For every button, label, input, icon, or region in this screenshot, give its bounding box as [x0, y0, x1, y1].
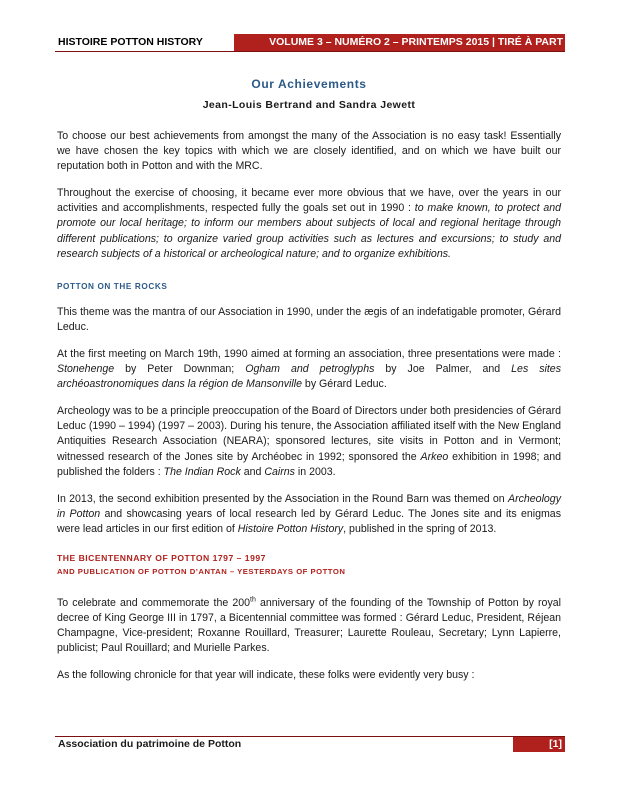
section-heading: POTTON ON THE ROCKS: [57, 281, 168, 291]
paragraph: As the following chronicle for that year will indicate, these folks were evidently very busy :: [57, 669, 475, 682]
paragraph: At the first meeting on March 19th, 1990 aimed at forming an association, three presentations were made : Stonehenge by Peter Downman; Ogham and petroglyphs by Joe Palmer, and Les sites archéoastronomiques dans la région de Mansonville by Gérard Leduc.: [57, 347, 562, 391]
paragraph: To choose our best achievements from amongst the many of the Association is no easy task! Essentially we have chosen the key topics with which we are closely identified, and on which we have built our reputation both in Potton and with the MRC.: [57, 130, 561, 173]
paragraph: To celebrate and commemorate the 200th anniversary of the founding of the Township of Potton by royal decree of King George III in 1797, a Bicentennial committee was formed : Gérard Leduc, President, Réjean Champagne, Vice-president; Roxanne Rouillard, Treasurer; Laurette Rouleau, Secretary; Lynn Lapierre, publicist; Paul Rouillard; and Murielle Parkes.: [57, 596, 561, 655]
page-number: [1]: [513, 737, 565, 752]
running-footer: [55, 736, 565, 752]
section-heading-line: THE BICENTENNARY OF POTTON 1797 – 1997: [57, 552, 266, 563]
section-heading: [57, 551, 561, 579]
section-subheading-line: AND PUBLICATION OF POTTON D’ANTAN – YESTERDAYS OF POTTON: [57, 566, 346, 576]
publisher-name: Association du patrimoine de Potton: [58, 738, 242, 750]
article-body: [57, 76, 561, 695]
article-authors: Jean-Louis Bertrand and Sandra Jewett: [202, 99, 416, 111]
paragraph: Archeology was to be a principle preoccupation of the Board of Directors under both presidencies of Gérard Leduc (1990 – 1994) (1997 – 2003). During his tenure, the Association affiliated itself with the New England Antiquities Research Association (NEARA); sponsored lectures, site visits in Potton and in Vermont; witnessed research of the Jones site by Archéobec in 1992; sponsored the Arkeo exhibition in 1998; and published the folders : The Indian Rock and Cairns in 2003.: [57, 405, 561, 478]
paragraph: Throughout the exercise of choosing, it became ever more obvious that we have, over the years in our activities and accomplishments, respected fully the goals set out in 1990 : to make known, to protect and promote our local heritage; to inform our members about subjects of local and regional heritage through different publications; to organize varied group activities such as lectures and excursions; to study and research subjects of a historical or archeological nature; and to organize exhibitions.: [57, 187, 561, 260]
article-title: Our Achievements: [251, 77, 367, 91]
issue-banner: VOLUME 3 – NUMÉRO 2 – PRINTEMPS 2015 | TIRÉ À PART: [234, 34, 565, 51]
journal-name: HISTOIRE POTTON HISTORY: [58, 36, 203, 48]
paragraph: This theme was the mantra of our Association in 1990, under the ægis of an indefatigable promoter, Gérard Leduc.: [57, 305, 561, 333]
running-header: [55, 34, 565, 52]
paragraph: In 2013, the second exhibition presented by the Association in the Round Barn was themed on Archeology in Potton and showcasing years of local research led by Gérard Leduc. The Jones site and its enigmas were lead articles in our first edition of Histoire Potton History, published in the spring of 2013.: [57, 492, 561, 535]
